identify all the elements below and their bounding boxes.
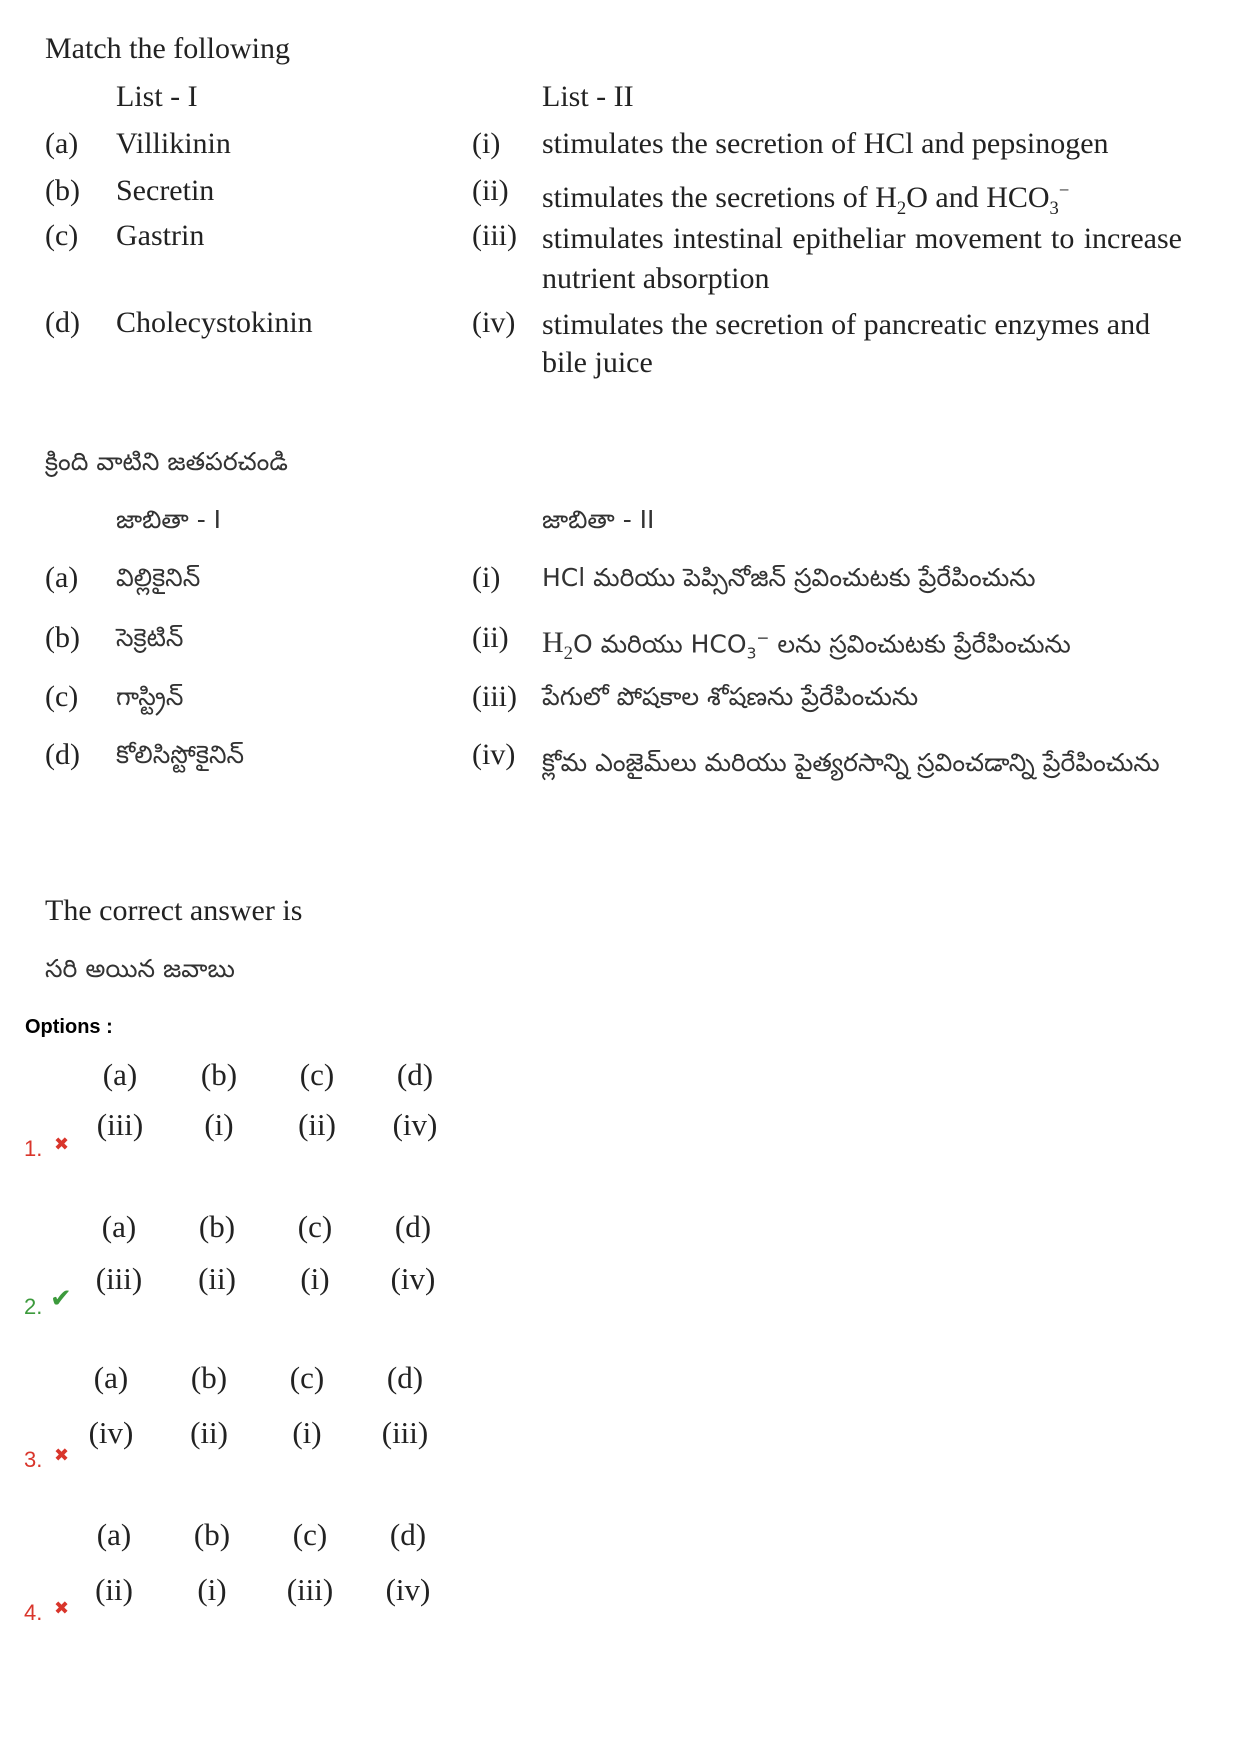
option-header-cell: (a) — [102, 1057, 138, 1092]
option-value-cell: (i) — [204, 1107, 234, 1142]
list1-term: Secretin — [116, 174, 215, 207]
option-header-cell: (b) — [193, 1517, 231, 1552]
row-roman: (i) — [472, 561, 501, 594]
option-value-cell: (iii) — [96, 1107, 144, 1142]
option-value-cell: (iii) — [381, 1415, 429, 1450]
list2-desc: stimulates intestinal epitheliar movement to increase nutrient absorption — [542, 222, 1182, 295]
list2-desc-telugu: క్లోమ ఎంజైమ్‌లు మరియు పైత్యరసాన్ని స్రవించడాన్ని ప్రేరేపించును — [542, 748, 1160, 777]
option-value-cell: (iii) — [95, 1261, 143, 1296]
row-letter: (c) — [45, 219, 79, 252]
option-header-cell: (d) — [386, 1360, 424, 1395]
option-header-cell: (c) — [297, 1209, 333, 1244]
option-value-cell: (ii) — [95, 1572, 133, 1607]
row-roman: (ii) — [472, 621, 509, 654]
row-letter: (c) — [45, 680, 79, 713]
option-number: 2. — [24, 1294, 43, 1319]
list2-header: List - II — [542, 80, 634, 113]
question-title-telugu: క్రింది వాటిని జతపరచండి — [45, 447, 288, 476]
option-value-cell: (i) — [197, 1572, 227, 1607]
list1-header: List - I — [116, 80, 198, 113]
list1-term-telugu: కోలిసిస్టోకైనిన్ — [116, 740, 245, 769]
option-header-cell: (d) — [394, 1209, 432, 1244]
option-number: 4. — [24, 1600, 43, 1625]
incorrect-icon: ✖ — [54, 1598, 70, 1619]
list2-desc: stimulates the secretions of $H_2O$ and $HCO_3^-$ — [542, 180, 1070, 219]
option-header-cell: (c) — [289, 1360, 325, 1395]
options-label: Options : — [25, 1016, 113, 1038]
option-value-cell: (ii) — [190, 1415, 228, 1450]
option-header-cell: (b) — [190, 1360, 228, 1395]
option-value-cell: (i) — [300, 1261, 330, 1296]
list2-desc-telugu: $H_2O$ మరియు $HCO_3^-$ లను స్రవించుటకు ప్రేరేపించును — [542, 626, 1071, 665]
option-value-cell: (ii) — [198, 1261, 236, 1296]
question-title: Match the following — [45, 32, 290, 65]
list1-term-telugu: గాస్ట్రిన్ — [116, 682, 184, 711]
option-header-cell: (b) — [198, 1209, 236, 1244]
row-letter: (a) — [45, 561, 79, 594]
list1-term: Villikinin — [116, 127, 231, 160]
row-letter: (b) — [45, 174, 80, 207]
option-value-cell: (iii) — [286, 1572, 334, 1607]
option-value-cell: (iv) — [392, 1107, 438, 1142]
list1-term-telugu: విల్లికైనిన్ — [116, 563, 201, 592]
row-roman: (iii) — [472, 680, 517, 713]
list2-desc: stimulates the secretion of HCl and pepsinogen — [542, 127, 1109, 160]
row-roman: (ii) — [472, 174, 509, 207]
row-roman: (iv) — [472, 738, 516, 771]
correct-check-icon: ✔ — [50, 1284, 72, 1314]
option-number: 3. — [24, 1447, 43, 1472]
option-header-cell: (a) — [96, 1517, 132, 1552]
option-header-cell: (d) — [396, 1057, 434, 1092]
option-value-cell: (iv) — [88, 1415, 134, 1450]
row-roman: (iii) — [472, 219, 517, 252]
list2-desc: stimulates the secretion of pancreatic enzymes and bile juice — [542, 308, 1151, 379]
answer-prompt-telugu: సరి అయిన జవాబు — [45, 954, 235, 983]
option-header-cell: (d) — [389, 1517, 427, 1552]
option-header-cell: (c) — [299, 1057, 335, 1092]
option-value-cell: (ii) — [298, 1107, 336, 1142]
option-header-cell: (a) — [101, 1209, 137, 1244]
option-header-cell: (a) — [93, 1360, 129, 1395]
list1-term: Cholecystokinin — [116, 306, 313, 339]
row-roman: (i) — [472, 127, 501, 160]
incorrect-icon: ✖ — [54, 1445, 70, 1466]
row-letter: (b) — [45, 621, 80, 654]
option-value-cell: (iv) — [385, 1572, 431, 1607]
option-header-cell: (c) — [292, 1517, 328, 1552]
option-value-cell: (i) — [292, 1415, 322, 1450]
row-roman: (iv) — [472, 306, 516, 339]
list1-term: Gastrin — [116, 219, 205, 252]
answer-prompt: The correct answer is — [45, 894, 303, 927]
option-header-cell: (b) — [200, 1057, 238, 1092]
row-letter: (d) — [45, 306, 80, 339]
incorrect-icon: ✖ — [54, 1134, 70, 1155]
option-value-cell: (iv) — [390, 1261, 436, 1296]
row-letter: (d) — [45, 738, 80, 771]
list2-desc-telugu: HCl మరియు పెప్సినోజిన్ స్రవించుటకు ప్రేరేపించును — [542, 563, 1036, 592]
list2-header-telugu: జాబితా - II — [542, 505, 655, 534]
option-number: 1. — [24, 1136, 43, 1161]
list1-header-telugu: జాబితా - I — [116, 505, 222, 534]
row-letter: (a) — [45, 127, 79, 160]
list1-term-telugu: సెక్రెటిన్ — [116, 623, 184, 652]
list2-desc-telugu: పేగులో పోషకాల శోషణను ప్రేరేపించును — [542, 682, 919, 711]
